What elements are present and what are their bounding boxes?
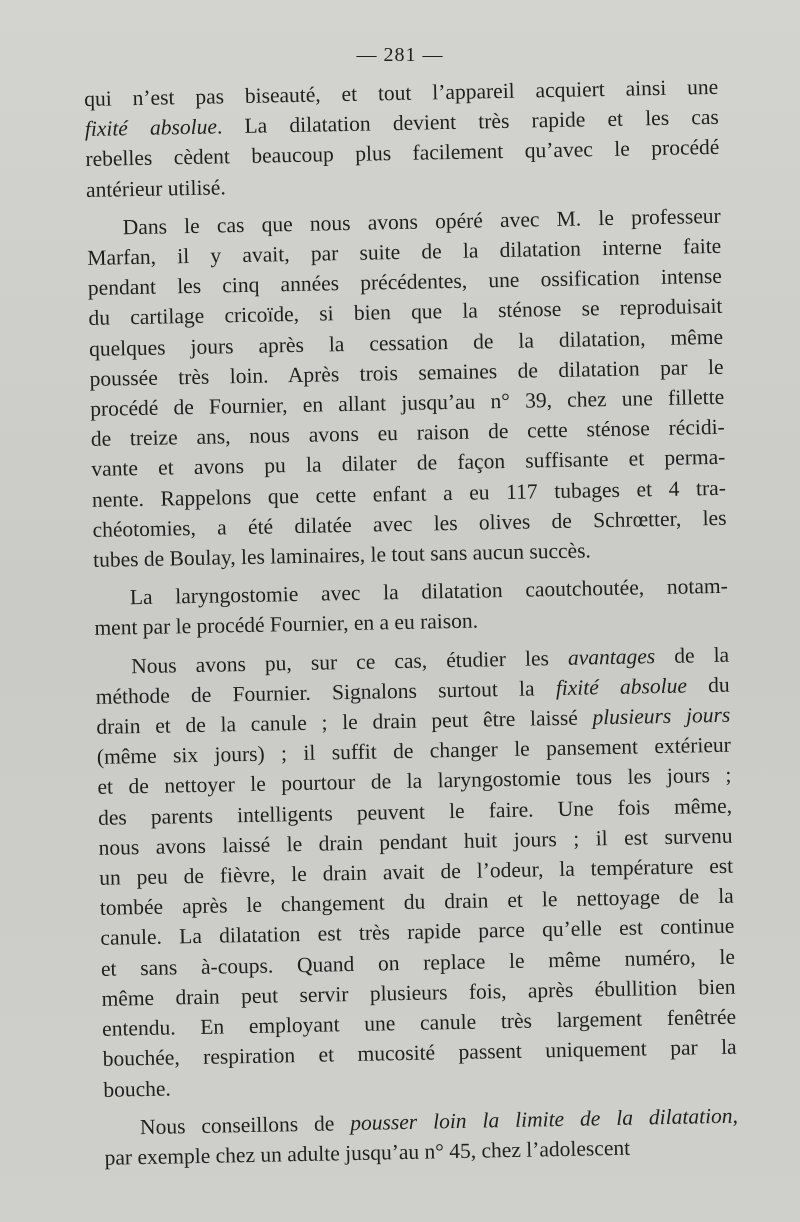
text-line: par exemple chez un adulte jusqu’au n° 45, chez l’adolescent xyxy=(104,1135,631,1170)
text-line: pendant les cinq années précédentes, une ossification intense xyxy=(87,264,723,301)
text-line: bouchée, respiration et mucosité passent uniquement par la xyxy=(102,1034,737,1072)
text-line: et de nettoyer le pourtour de la laryngostomie tous les jours ; xyxy=(97,763,732,800)
paragraph xyxy=(95,639,738,1104)
text-line: entendu. En employant une canule très largement fenêtrée xyxy=(101,1004,737,1041)
text-line: nente. Rappelons que cette enfant a eu 117 tubages et 4 tra- xyxy=(91,475,727,512)
text-line: drain et de la canule ; le drain peut être laissé plusieurs jours xyxy=(96,702,731,739)
text-line: antérieur utilisé. xyxy=(85,174,226,202)
page-number: — 281 — xyxy=(356,44,444,66)
text-line: (même six jours) ; il suffit de changer le pansement extérieur xyxy=(96,732,732,770)
text-line: Nous conseillons de pousser loin la limite de la dilatation, xyxy=(139,1103,739,1139)
text-line: qui n’est pas biseauté, et tout l’appareil acquiert ainsi une xyxy=(84,74,719,111)
paragraph xyxy=(94,571,729,644)
text-line: poussée très loin. Après trois semaines de dilatation par le xyxy=(89,354,724,391)
text-line: vante et avons pu la dilater de façon suffisante et perma- xyxy=(91,445,726,482)
text-line: méthode de Fournier. Signalons surtout la fixité absolue du xyxy=(95,672,730,709)
text-line: rebelles cèdent beaucoup plus facilement qu’avec le procédé xyxy=(85,135,720,172)
text-line: de treize ans, nous avons eu raison de cette sténose récidi- xyxy=(90,414,725,452)
paragraph xyxy=(84,72,720,205)
text-line: un peu de fièvre, le drain avait de l’odeur, la température est xyxy=(99,853,734,890)
text-line: et sans à-coups. Quand on replace le même numéro, le xyxy=(100,944,736,981)
text-line: Nous avons pu, sur ce cas, étudier les avantages de la xyxy=(130,642,730,678)
text-line: tombée après le changement du drain et le nettoyage de la xyxy=(99,883,734,921)
text-line: du cartilage cricoïde, si bien que la sténose se reproduisait xyxy=(88,294,723,331)
text-line: bouche. xyxy=(103,1076,171,1102)
text-line: Marfan, il y avait, par suite de la dilatation interne faite xyxy=(87,233,722,270)
text-line: chéotomies, a été dilatée avec les olives de Schrœtter, les xyxy=(92,505,727,542)
text-line: Dans le cas que nous avons opéré avec M. le professeur xyxy=(122,203,721,240)
text-line: ment par le procédé Fournier, en a eu raison. xyxy=(94,608,479,641)
text-line: même drain peut servir plusieurs fois, après ébullition bien xyxy=(101,974,736,1011)
text-line: tubes de Boulay, les laminaires, le tout sans aucun succès. xyxy=(92,538,592,572)
text-line: procédé de Fournier, en allant jusqu’au n° 39, chez une fillette xyxy=(90,384,725,421)
text-line: La laryngostomie avec la dilatation caoutchoutée, notam- xyxy=(129,573,728,610)
text-line: des parents intelligents peuvent le faire. Une fois même, xyxy=(97,793,733,830)
text-line: nous avons laissé le drain pendant huit jours ; il est survenu xyxy=(98,823,733,860)
text-line: canule. La dilatation est très rapide parce qu’elle est continue xyxy=(100,914,735,951)
text-line: quelques jours après la cessation de la dilatation, même xyxy=(88,324,724,361)
paragraph xyxy=(104,1100,739,1173)
text-line: fixité absolue. La dilatation devient très rapide et les cas xyxy=(84,105,719,142)
paragraph xyxy=(86,201,727,576)
body-text xyxy=(84,72,739,1173)
